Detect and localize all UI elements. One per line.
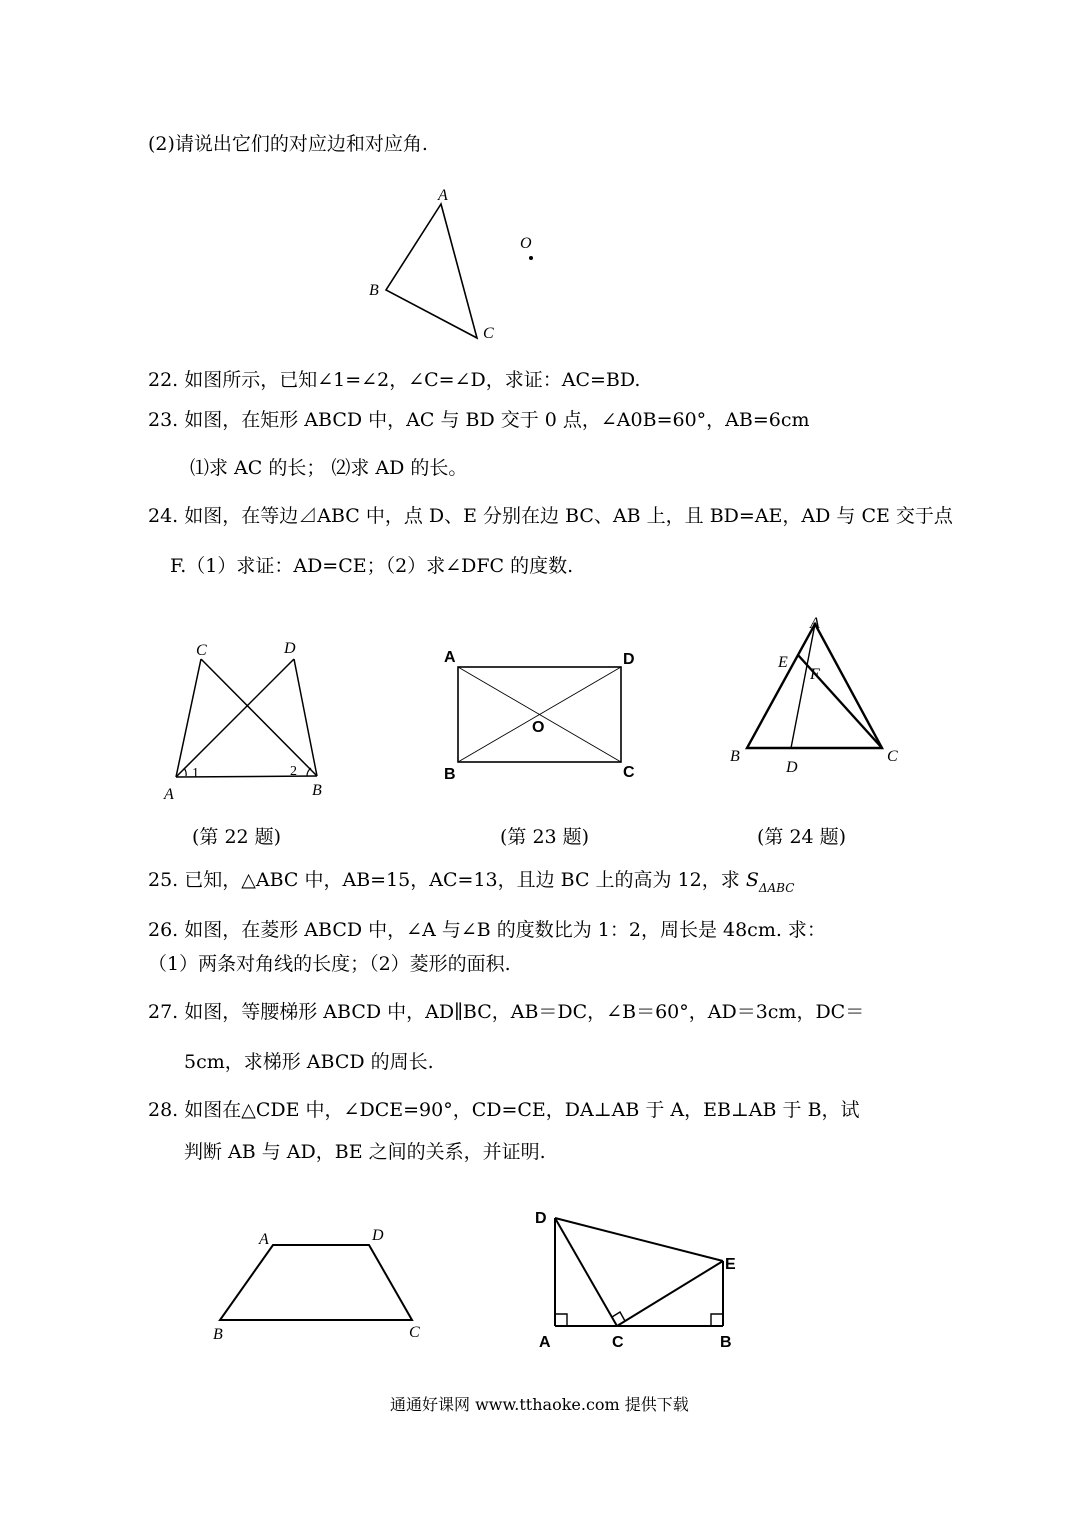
- fig24-label-c: C: [887, 748, 898, 765]
- fig27-label-c: C: [409, 1324, 420, 1341]
- caption-23: (第 23 题): [500, 826, 590, 848]
- fig24-label-e: E: [778, 654, 788, 671]
- q24-line1: 24. 如图，在等边⊿ABC 中，点 D、E 分别在边 BC、AB 上，且 BD=AE，AD 与 CE 交于点: [148, 505, 953, 527]
- fig21-label-c: C: [483, 325, 494, 342]
- q27-line2: 5cm，求梯形 ABCD 的周长.: [184, 1051, 434, 1073]
- figure-22: [160, 635, 340, 805]
- q28-line1: 28. 如图在△CDE 中，∠DCE=90°，CD=CE，DA⊥AB 于 A，EB⊥AB 于 B，试: [148, 1099, 860, 1121]
- fig23-label-o: O: [532, 719, 545, 736]
- fig27-label-a: A: [259, 1231, 269, 1248]
- fig23-label-c: C: [623, 764, 635, 781]
- fig22-angle-2: 2: [290, 764, 297, 779]
- fig28-label-e: E: [725, 1256, 736, 1273]
- fig28-label-b: B: [720, 1334, 732, 1351]
- fig21-label-a: A: [438, 187, 448, 204]
- fig23-label-d: D: [623, 651, 635, 668]
- caption-24: (第 24 题): [757, 826, 847, 848]
- q28-line2: 判断 AB 与 AD，BE 之间的关系，并证明.: [184, 1141, 546, 1163]
- fig23-label-b: B: [444, 766, 456, 783]
- fig28-label-d: D: [535, 1210, 547, 1227]
- triangle-abc: [747, 624, 882, 748]
- fig24-label-b: B: [730, 748, 740, 765]
- q22-text: 22. 如图所示，已知∠1=∠2，∠C=∠D，求证：AC=BD.: [148, 369, 641, 391]
- fig28-label-c: C: [612, 1334, 624, 1351]
- figure-24: [720, 610, 920, 780]
- fig27-label-d: D: [372, 1227, 384, 1244]
- footer-source: 通通好课网 www.tthaoke.com 提供下载: [390, 1395, 689, 1414]
- fig22-label-c: C: [196, 642, 207, 659]
- q25-area-subscript: ΔABC: [758, 881, 795, 895]
- fig21-label-o: O: [520, 235, 532, 252]
- triangle-abc: [386, 204, 477, 338]
- fig22-angle-1: 1: [192, 766, 199, 781]
- fig24-label-f: F: [810, 666, 820, 683]
- fig22-label-a: A: [164, 786, 174, 803]
- fig28-label-a: A: [539, 1334, 551, 1351]
- figure-28: [530, 1200, 750, 1360]
- q26-line1: 26. 如图，在菱形 ABCD 中，∠A 与∠B 的度数比为 1：2，周长是 48cm. 求：: [148, 919, 826, 941]
- fig24-label-d: D: [786, 759, 798, 776]
- figure-21: [360, 180, 540, 350]
- fig22-label-b: B: [312, 782, 322, 799]
- fig27-label-b: B: [213, 1326, 223, 1343]
- q21-part2: (2)请说出它们的对应边和对应角.: [148, 133, 428, 155]
- figure-23: [435, 640, 650, 790]
- fig24-label-a: A: [810, 615, 820, 632]
- point-o: [529, 256, 533, 260]
- fig23-label-a: A: [444, 649, 456, 666]
- fig22-label-d: D: [284, 640, 296, 657]
- caption-22: (第 22 题): [192, 826, 282, 848]
- q27-line1: 27. 如图，等腰梯形 ABCD 中，AD∥BC，AB＝DC，∠B＝60°，AD＝3cm，DC＝: [148, 1001, 865, 1023]
- q25-text: 25. 已知，△ABC 中，AB=15，AC=13，且边 BC 上的高为 12，求: [148, 869, 746, 891]
- q23-line1: 23. 如图，在矩形 ABCD 中，AC 与 BD 交于 0 点，∠A0B=60°，AB=6cm: [148, 409, 810, 431]
- q23-line2: ⑴求 AC 的长； ⑵求 AD 的长。: [190, 457, 468, 479]
- q25-area-symbol: S: [745, 869, 759, 891]
- trapezoid-abcd: [220, 1245, 412, 1320]
- q25-line: [148, 868, 794, 900]
- q24-line2: F.（1）求证：AD=CE；（2）求∠DFC 的度数.: [170, 555, 574, 577]
- figure-27: [205, 1220, 435, 1350]
- q26-line2: （1）两条对角线的长度；（2）菱形的面积.: [148, 953, 511, 975]
- fig21-label-b: B: [369, 282, 379, 299]
